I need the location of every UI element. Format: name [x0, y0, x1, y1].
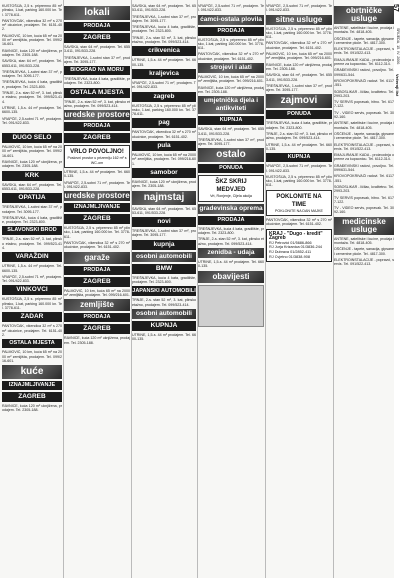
- section-header-ostalo: ostalo: [198, 148, 264, 162]
- section-header: KUPNJA: [266, 153, 332, 162]
- ad-text: KUSTOŠIJA, 2,5 s. pripremno 85 m² plinsko, 1.kat, parking 160.000 kn. Tel. 3778-611.: [266, 174, 332, 188]
- section-header-lokali: lokali: [64, 6, 130, 20]
- ad-text: KROVOPOKRIVAČI radovi. Tel. 6117-551.: [334, 174, 394, 183]
- ad-text: PALMOVIĆ, 10 km, kuća 65 m² na 2000 m² zemljišta, prodajem. Tel. 099/216-601.: [64, 288, 130, 297]
- ad-text: UTRINE, 1,5-s. 44 m² prodajem. Tel. 6600-135.: [132, 58, 196, 67]
- column-5: [266, 4, 332, 574]
- ad-text: TREŠNJEVKA, 1-sobni stan 37 m², prodajem. Tel. 3095-177.: [266, 83, 332, 93]
- ad-text: PALMOVIĆ, 10 km, kuća 65 m² na 2000 m² zemljišta, prodajem. Tel. 099/216-601.: [2, 145, 62, 158]
- ad-text: TREŠNJEVKA, 1-sobni stan 37 m², prodajem. Tel. 3095-177.: [198, 137, 264, 147]
- ad-text: RAVNICE, kuća 120 m² uknjižena, prodajem. Tel. 2305-188.: [64, 336, 130, 345]
- ad-text: PANTOVČAK, vikendica 32 m² s 270 m² okućnice, prodajem. Tel. 6151-402.: [266, 41, 332, 50]
- section-header: ZAGREB: [64, 214, 130, 224]
- ad-text: SAVSKA, stan 64 m², prodajem. Tel. 6553-611, 091/533-228.: [198, 127, 264, 136]
- ad-text: PANTOVČAK, vikendica 32 m² s 270 m² okućnice, prodajem. Tel. 6151-402.: [2, 324, 62, 337]
- section-header: PRODAJA: [64, 313, 130, 322]
- ad-text: PALMOVIĆ, 10 km, kuća 65 m² na 2000 m² zemljišta, prodajem. Tel. 099/216-601.: [198, 75, 264, 84]
- ad-text: TREŠNJEVKA, kuća 4 kata, gradilište, prodajem. Tel. 2323-800.: [2, 215, 62, 225]
- ad-text: RAVNICE, kuća 120 m² uknjižena, prodajem. Tel. 2305-188.: [2, 160, 62, 169]
- ad-text: TRNJE, 2-s. stan 52 m², 3. kat, plinsko etažno, prodajem. Tel. 099/523-414.: [266, 132, 332, 141]
- section-header: kraljevica: [132, 69, 196, 79]
- page-date: SRIJEDA, 15. IV. 2000.: [396, 28, 400, 66]
- ad-text: TREŠNJEVKA, kuća 4 kata, gradilište, prodajem. Tel. 2323-800.: [132, 25, 196, 34]
- section-header-umjetnicka-djela: umjetnička djela i antikviteti: [198, 96, 264, 114]
- ad-text: TRNJE, 2-s. stan 52 m², 3. kat, plinsko etažno, prodajem. Tel. 099/523-414.: [2, 91, 62, 104]
- ad-text: UTRINE, 1,5-s. 44 m² prodajem. Tel. 6600-135.: [132, 332, 196, 342]
- ad-text: GRAĐEVINSKI radovi, povoljno. Tel. 099/631-544.: [334, 68, 394, 77]
- ad-text: SAVSKA, stan 64 m², prodajem. Tel. 6553-611, 091/533-228.: [266, 73, 332, 82]
- ad-text: KUSTOŠIJA, 2,5 s. pripremno 85 m² plinsko, 1.kat, parking 160.000 kn. Tel. 3778-611.: [198, 37, 264, 51]
- section-header-gradevinska: gradevinska oprema: [199, 204, 263, 212]
- section-header-bmw: BMW: [132, 264, 196, 274]
- section-header-sitne-usluge: sitne usluge: [266, 15, 332, 25]
- ad-text: PALMOVIĆ, 10 km, kuća 65 m² na 2000 m² zemljišta, prodajem. Tel. 099/216-601.: [132, 153, 196, 166]
- ad-text: VRAPČE, 2,5-sobni 71 m², prodajem. Tel. 091/422-833.: [2, 274, 62, 284]
- page-margin: [394, 0, 400, 578]
- ad-image: [198, 285, 264, 327]
- ad-text: SOBOSLIKAR - ličilac, kvalitetno. Tel. 2993-203.: [334, 184, 394, 194]
- ad-text: PALMOVIĆ, 10 km, kuća 65 m² na 2000 m² zemljišta, prodajem. Tel. 099/216-601.: [2, 33, 62, 47]
- ad-text: TREŠNJEVKA, 1-sobni stan 37 m², prodajem. Tel. 3095-177.: [132, 229, 196, 238]
- ad-text: ANTENE, satelitske i kućne, prodaja i montaža. Tel. 4818-405.: [334, 26, 394, 35]
- section-header-osobni-auti: osobni automobili: [132, 252, 196, 262]
- section-header-medicinske-usluge: medicinske usluge: [334, 217, 394, 235]
- ad-text: TRNJE, 2-s. stan 52 m², 3. kat, plinsko etažno, prodajem. Tel. 099/523-414.: [132, 298, 196, 307]
- ad-text: UTRINE, 1,5-s. 44 m² prodajem. Tel. 6600-135.: [198, 259, 264, 269]
- box-body: Vrt, Ronjenje, Cijela akcija: [210, 194, 252, 199]
- ad-text: KUSTOŠIJA, 2,5 s. pripremno 85 m² plinsko, 1.kat, parking 160.000 kn. Tel. 3778-611.: [2, 4, 62, 17]
- ad-text: TREŠNJEVKA, kuća 4 kata, gradilište, prodajem. Tel. 2323-800.: [2, 80, 62, 89]
- ad-text: RAVNICE, kuća 120 m² uknjižena, prodajem. Tel. 2305-188.: [266, 62, 332, 71]
- section-header: PRODAJA: [64, 266, 130, 275]
- box-body: POKLONITE NA DAN MAJKE: [275, 208, 323, 213]
- section-header: pag: [132, 118, 196, 128]
- section-header: OSTALA MJESTA: [2, 339, 62, 348]
- ad-text: ANTENE, satelitske i kućne, prodaja i montaža. Tel. 4818-405.: [334, 121, 394, 130]
- ad-text: RAVNICE, kuća 120 m² uknjižena, prodajem. Tel. 2305-188.: [132, 179, 196, 189]
- section-header: VINKOVCI: [2, 285, 62, 295]
- section-header: ZAGREB: [64, 133, 130, 143]
- highlight-box: [266, 190, 332, 216]
- ad-text: UTRINE, 1,5-s. 44 m² prodajem. Tel. 6600-135.: [2, 105, 62, 115]
- page-number: 57: [392, 4, 399, 12]
- ad-text: TRNJE, 2-s. stan 52 m², 3. kat, plinsko etažno, prodajem. Tel. 099/523-414.: [64, 99, 130, 109]
- ad-text: SAVSKA, stan 64 m², prodajem. Tel. 6553-611, 091/533-228.: [2, 59, 62, 68]
- section-header: DUGO SELO: [2, 133, 62, 143]
- section-header: PRODAJA: [198, 27, 264, 36]
- section-header-zemljiste: zemljište: [64, 299, 130, 311]
- section-header: PRODAJA: [198, 216, 264, 225]
- section-header: KUPNJA: [198, 116, 264, 125]
- ad-text: VRAPČE, 2,5-sobni 71 m², prodajem. Tel. 091/422-833.: [198, 4, 264, 13]
- ad-text: PALMOVIĆ, 10 km, kuća 65 m² na 2000 m² zemljišta, prodajem. Tel. 099/216-601.: [2, 350, 62, 363]
- ad-text: VRAPČE, 2,5-sobni 71 m², prodajem. Tel. 091/422-833.: [132, 80, 196, 90]
- ad-text: EMAJLIRANJE KADA - proizvodnja opreme za kupaonicu. Tel. 6112-314.: [334, 57, 394, 67]
- section-header: IZNAJMLJIVANJE: [64, 203, 130, 212]
- ad-text: PANTOVČAK, vikendica 32 m² s 270 m² okućnice, prodajem. Tel. 6151-402.: [266, 218, 332, 227]
- ad-text: PANTOVČAK, vikendica 32 m² s 270 m² okućnice, prodajem. Tel. 6151-402.: [132, 130, 196, 139]
- ad-text: TRNJE, 2-s. stan 52 m², 3. kat, plinsko etažno, prodajem. Tel. 099/523-414.: [132, 35, 196, 45]
- ad-text: ELEKTROINSTALACIJE - popravci, servis. Tel. 091/522-413.: [334, 47, 394, 56]
- section-header: BIOGRAD NA MORU: [64, 66, 130, 75]
- column-4: [198, 4, 264, 574]
- ad-text: TREŠNJEVKA, 1-sobni stan 37 m², prodajem. Tel. 3095-177.: [2, 205, 62, 214]
- section-header: OPATIJA: [2, 193, 62, 203]
- credit-line: RJ Petrovici 01/5686-866: [269, 240, 312, 245]
- section-header: KRK: [2, 171, 62, 181]
- ad-text: TV SERVIS popravak, hitno. Tel. 6177-122.: [334, 100, 394, 109]
- ad-text: PALMOVIĆ, 10 km, kuća 65 m² na 2000 m² zemljišta, prodajem. Tel. 099/216-601.: [266, 52, 332, 61]
- ad-text: KUSTOŠIJA, 2,5 s. pripremno 85 m² plinsko, 1.kat, parking 160.000 kn. Tel. 3778-611.: [2, 297, 62, 311]
- credit-title: KRAJ - "Dugo - kredit" Zagreb: [269, 230, 323, 242]
- section-header: ZAGREB: [64, 277, 130, 287]
- section-header: novi: [132, 217, 196, 227]
- section-header: OSTALA MJESTA: [64, 88, 130, 98]
- ad-text: VRAPČE, 2,5-sobni 71 m², prodajem. Tel. 091/422-833.: [266, 4, 332, 13]
- ad-text: TRNJE, 2-s. stan 52 m², 3. kat, plinsko etažno, prodajem. Tel. 099/523-414.: [2, 237, 62, 250]
- section-header-obavijesti: obavijesti: [198, 271, 264, 283]
- section-header: IZNAJMLJIVANJE: [2, 381, 62, 390]
- ad-text: VRAPČE, 2,5-sobni 71 m², prodajem. Tel. 091/422-833.: [64, 180, 130, 189]
- ad-text: TRNJE, 2-s. stan 52 m², 3. kat, plinsko etažno, prodajem. Tel. 099/523-414.: [198, 237, 264, 246]
- column-3: [132, 4, 196, 574]
- section-header-strojevi: strojevi i alati: [198, 63, 264, 73]
- ad-text: UTRINE, 1,5-s. 44 m² prodajem. Tel. 6600-135.: [2, 264, 62, 273]
- section-header: VARAŽDIN: [2, 252, 62, 262]
- ad-text: KUSTOŠIJA, 2,5 s. pripremno 85 m² plinsko, 1.kat, parking 160.000 kn. Tel. 3778-611.: [132, 103, 196, 117]
- section-header: SLAVONSKI BROD: [2, 226, 62, 235]
- section-header-obrtnicke-usluge: obrtničke usluge: [334, 6, 394, 24]
- section-header: crikvenica: [132, 46, 196, 56]
- ad-text: ELEKTROINSTALACIJE - popravci, servis. Tel. 091/522-413.: [334, 257, 394, 267]
- ad-text: RAVNICE, kuća 120 m² uknjižena, prodajem. Tel. 2305-188.: [2, 48, 62, 57]
- box-title: ŠKZ SKRIJ MEDVJED: [215, 179, 247, 194]
- section-header-osobni-auti: osobni automobili: [132, 309, 196, 319]
- ad-text: PANTOVČAK, vikendica 32 m² s 270 m² okućnice, prodajem. Tel. 6151-402.: [198, 52, 264, 61]
- ad-text: UTRINE, 1,5-s. 44 m² prodajem. Tel. 6600-135.: [64, 169, 130, 179]
- ad-text: ANTENE, satelitske i kućne, prodaja i montaža. Tel. 4818-405.: [334, 236, 394, 245]
- ad-text: GRAĐEVINSKI radovi, povoljno. Tel. 099/631-544.: [334, 163, 394, 173]
- ad-text: TREŠNJEVKA, kuća 4 kata, gradilište, prodajem. Tel. 2323-800.: [64, 77, 130, 86]
- box-title: VRLO POVOLJNO!: [70, 149, 124, 156]
- newspaper-title: Večernji list: [395, 74, 400, 97]
- ad-text: SAVSKA, stan 64 m², prodajem. Tel. 6553-611, 091/533-228.: [132, 206, 196, 215]
- section-header: PONUDA: [266, 110, 332, 119]
- ad-text: UTRINE, 1,5-s. 44 m² prodajem. Tel. 6600-135.: [266, 142, 332, 151]
- credit-line: RJ Cvjetno 01/3838-908: [269, 254, 310, 259]
- highlight-box: [198, 175, 264, 201]
- ad-text: SOBOSLIKAR - ličilac, kvalitetno. Tel. 2993-203.: [334, 89, 394, 98]
- box-body: Poslovni prostor u prizemlju 162 m² s WC-om: [67, 156, 127, 165]
- ad-text: OŠČENJE - tapete, sanacija, gipsane i cementne ploče. Tel. 4817-300.: [334, 247, 394, 256]
- ad-text: KUSTOŠIJA, 2,5 s. pripremno 85 m² plinsko, 1.kat, parking 160.000 kn. Tel. 3778-611.: [64, 226, 130, 239]
- ad-text: TV - VIDEO servis, popravak. Tel. 3092-160.: [334, 206, 394, 215]
- ad-text: PANTOVČAK, vikendica 32 m² s 270 m² okućnice, prodajem. Tel. 6151-402.: [2, 18, 62, 32]
- section-header-camci: ćamci-ostala plovila: [198, 15, 264, 25]
- ad-text: SAVSKA, stan 64 m², prodajem. Tel. 6553-611, 091/533-228.: [64, 45, 130, 54]
- ad-text: OŠČENJE - tapete, sanacija, gipsane i cementne ploče. Tel. 4817-300.: [334, 36, 394, 45]
- section-header: ZAGREB: [64, 33, 130, 43]
- ad-text: RAVNICE, kuća 120 m² uknjižena, prodajem. Tel. 2305-188.: [2, 404, 62, 413]
- ad-text: PANTOVČAK, vikendica 32 m² s 270 m² okućnice, prodajem. Tel. 6151-402.: [64, 241, 130, 250]
- column-2: [64, 4, 130, 574]
- section-header-garaze: garaže: [64, 252, 130, 264]
- ad-text: EMAJLIRANJE KADA - proizvodnja opreme za kupaonicu. Tel. 6112-314.: [334, 153, 394, 162]
- section-header: samobor: [132, 168, 196, 178]
- ad-text: OŠČENJE - tapete, sanacija, gipsane i cementne ploče. Tel. 4817-300.: [334, 131, 394, 141]
- section-header-uredski: uredske prostore: [64, 191, 130, 201]
- ad-text: TREŠNJEVKA, kuća 4 kata, gradilište, prodajem. Tel. 2323-800.: [132, 275, 196, 285]
- ad-text: TREŠNJEVKA, 1-sobni stan 37 m², prodajem. Tel. 3095-177.: [2, 69, 62, 79]
- credit-ad: [266, 229, 332, 263]
- ad-text: TREŠNJEVKA, 1-sobni stan 37 m², prodajem. Tel. 3095-177.: [132, 14, 196, 23]
- section-header: ZADAR: [2, 312, 62, 322]
- section-header-namjestaj: najmstaj: [132, 191, 196, 205]
- section-header-kuce: kuće: [2, 365, 62, 379]
- section-header-zajmovi: zajmovi: [266, 94, 332, 108]
- credit-line: RJ Jurja Krizanica 01/3836-244: [269, 245, 322, 250]
- ad-text: VRAPČE, 2,5-sobni 71 m², prodajem. Tel. 091/422-833.: [266, 164, 332, 173]
- section-header-uredski: uredske prostore: [64, 110, 130, 120]
- ad-text: KUSTOŠIJA, 2,5 s. pripremno 85 m² plinsko, 1.kat, parking 160.000 kn. Tel. 3778-611.: [266, 26, 332, 40]
- ad-text: RAVNICE, kuća 120 m² uknjižena, prodajem. Tel. 2305-188.: [198, 85, 264, 94]
- ad-text: TV - VIDEO servis, popravak. Tel. 3092-160.: [334, 110, 394, 120]
- box-title: POKLONITE NA TIME: [276, 193, 322, 208]
- section-header: pula: [132, 141, 196, 151]
- credit-line: RJ Dubrava 01/2852-411: [269, 249, 312, 254]
- ad-text: TREŠNJEVKA, kuća 4 kata, gradilište, prodajem. Tel. 2323-800.: [198, 226, 264, 236]
- section-header: JAPANSKI AUTOMOBILI: [132, 288, 196, 295]
- ad-text: SAVSKA, stan 64 m², prodajem. Tel. 6553-611, 091/533-228.: [2, 182, 62, 191]
- section-header: ZAGREB: [2, 392, 62, 402]
- ad-text: TREŠNJEVKA, kuća 4 kata, gradilište, prodajem. Tel. 2323-800.: [266, 121, 332, 130]
- column-6: [334, 4, 394, 574]
- ad-text: VRAPČE, 2,5-sobni 71 m², prodajem. Tel. 091/422-833.: [2, 116, 62, 125]
- ad-text: ELEKTROINSTALACIJE - popravci, servis. Tel. 091/522-413.: [334, 142, 394, 151]
- ad-text: KROVOPOKRIVAČI radovi. Tel. 6117-551.: [334, 78, 394, 88]
- section-header: zagreb: [132, 92, 196, 102]
- section-header: PRODAJA: [64, 122, 130, 131]
- ad-text: SAVSKA, stan 64 m², prodajem. Tel. 6553-611, 091/533-228.: [132, 4, 196, 13]
- ad-text: TREŠNJEVKA, 1-sobni stan 37 m², prodajem. Tel. 3095-177.: [64, 55, 130, 64]
- column-1: [2, 4, 62, 574]
- section-header: KUPNJA: [132, 321, 196, 331]
- section-header-zenidba: zenidba - udaja: [198, 248, 264, 258]
- highlight-box: [64, 145, 130, 168]
- section-header: ZAGREB: [64, 324, 130, 334]
- section-header: kupnja: [132, 240, 196, 250]
- section-header: PONUDA: [198, 164, 264, 173]
- section-header: PRODAJA: [64, 22, 130, 31]
- ad-text: TV SERVIS popravak, hitno. Tel. 6177-122.: [334, 195, 394, 204]
